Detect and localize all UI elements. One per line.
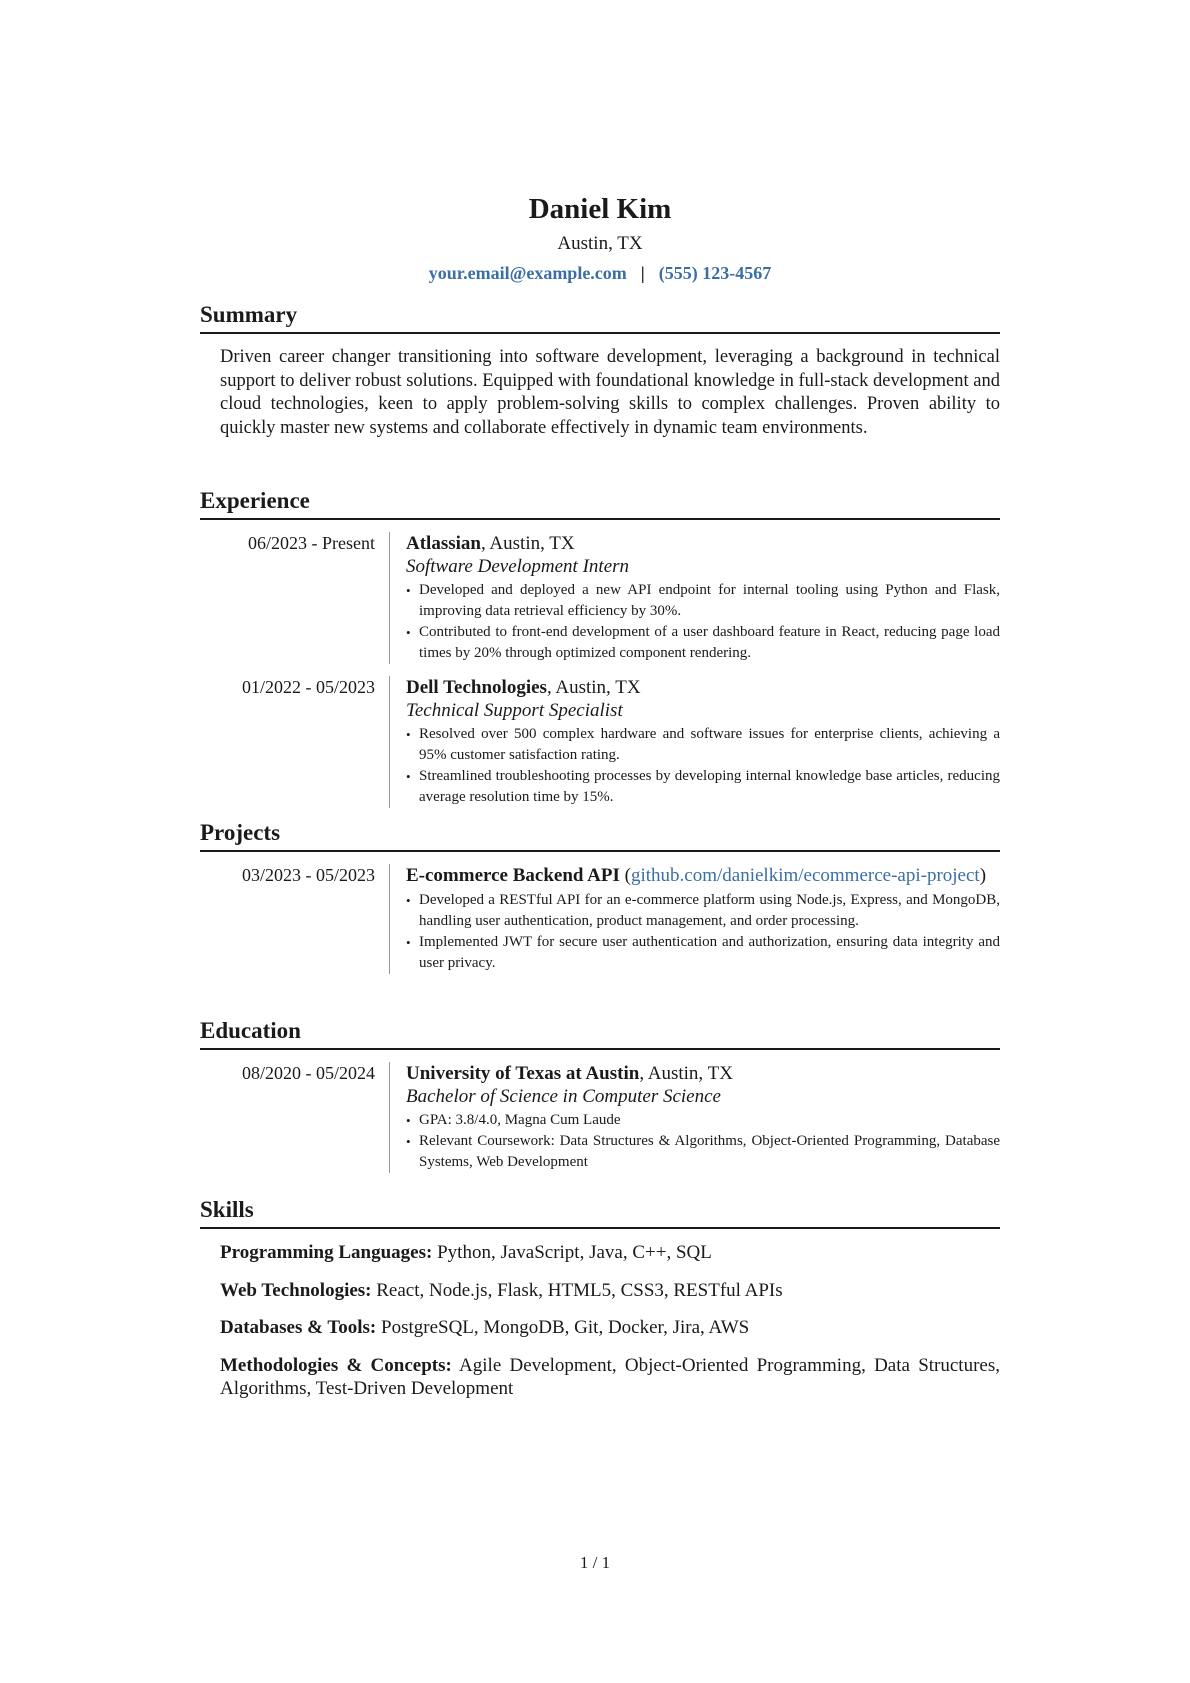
skill-label: Web Technologies: — [220, 1279, 372, 1301]
skill-value: Agile Development, Object-Oriented Programming, Data Structures, Algorithms, Test-Driven Development — [220, 1354, 1000, 1399]
skill-row — [220, 1354, 1000, 1400]
bullet-list — [406, 1110, 1000, 1173]
bullet-item: • Relevant Coursework: Data Structures & Algorithms, Object-Oriented Programming, Database Systems, Web Development — [406, 1131, 1000, 1173]
degree-title: Bachelor of Science in Computer Science — [406, 1086, 721, 1107]
bullet-list — [406, 724, 1000, 808]
skill-label: Programming Languages: — [220, 1242, 433, 1263]
bullet-item: • Developed and deployed a new API endpoint for internal tooling using Python and Flask, improving data retrieval efficiency by 30%. — [406, 580, 1000, 622]
link-paren-close: ) — [979, 865, 987, 886]
skill-label: Databases & Tools: — [220, 1317, 377, 1338]
entry-heading — [406, 532, 1000, 555]
skill-value: React, Node.js, Flask, HTML5, CSS3, RESTful APIs — [371, 1279, 783, 1301]
skills-list — [220, 1241, 1000, 1400]
entry-date: 08/2020 - 05/2024 — [242, 1063, 375, 1083]
school-name: University of Texas at Austin — [406, 1063, 640, 1084]
experience-section — [200, 487, 1000, 808]
section-title-education: Education — [200, 1017, 1000, 1050]
entry-body — [389, 1062, 1000, 1173]
job-title: Technical Support Specialist — [406, 700, 623, 721]
link-paren-open: ( — [619, 865, 631, 886]
bullet-item: • Contributed to front-end development of a user dashboard feature in React, reducing page load times by 20% through optimized component rendering. — [406, 622, 1000, 664]
entry-body — [389, 532, 1000, 664]
email-link[interactable]: your.email@example.com — [428, 263, 627, 283]
contact-separator: | — [640, 263, 645, 283]
bullet-item: • Resolved over 500 complex hardware and software issues for enterprise clients, achieving a 95% customer satisfaction rating. — [406, 724, 1000, 766]
skill-row — [220, 1241, 1000, 1264]
bullet-list — [406, 580, 1000, 664]
section-title-projects: Projects — [200, 819, 1000, 852]
contact-line — [200, 260, 1000, 286]
projects-section — [200, 819, 1000, 974]
page-number: 1 / 1 — [579, 1553, 611, 1572]
section-title-summary: Summary — [200, 301, 1000, 334]
bullet-item: • Streamlined troubleshooting processes by developing internal knowledge base articles, reducing average resolution time by 15%. — [406, 766, 1000, 808]
education-section — [200, 1017, 1000, 1173]
entry-heading — [406, 1062, 1000, 1085]
skill-row — [220, 1316, 1000, 1339]
entry-heading — [406, 676, 1000, 699]
phone-link[interactable]: (555) 123-4567 — [658, 263, 772, 283]
company-name: Atlassian — [406, 533, 481, 554]
bullet-item: • Implemented JWT for secure user authentication and authorization, ensuring data integrity and user privacy. — [406, 932, 1000, 974]
resume-header — [200, 191, 1000, 286]
experience-entry — [200, 676, 1000, 808]
summary-section — [200, 301, 1000, 440]
skill-value: Python, JavaScript, Java, C++, SQL — [432, 1242, 712, 1263]
bullet-list — [406, 890, 1000, 974]
skill-label: Methodologies & Concepts: — [220, 1354, 452, 1376]
project-entry — [200, 864, 1000, 974]
project-heading — [406, 864, 1000, 888]
bullet-item: • Developed a RESTful API for an e-commerce platform using Node.js, Express, and MongoDB, handling user authentication, product management, and order processing. — [406, 890, 1000, 932]
candidate-name: Daniel Kim — [528, 193, 672, 225]
job-title: Software Development Intern — [406, 556, 630, 577]
entry-body — [389, 864, 1000, 974]
experience-entry — [200, 532, 1000, 664]
section-title-experience: Experience — [200, 487, 1000, 520]
skills-section — [200, 1196, 1000, 1414]
company-name: Dell Technologies — [406, 677, 547, 698]
entry-date: 01/2022 - 05/2023 — [242, 677, 375, 697]
skill-row — [220, 1279, 1000, 1302]
skill-value: PostgreSQL, MongoDB, Git, Docker, Jira, AWS — [376, 1317, 750, 1338]
entry-body — [389, 676, 1000, 808]
candidate-location: Austin, TX — [557, 233, 643, 254]
project-name: E-commerce Backend API — [406, 865, 620, 886]
education-entry — [200, 1062, 1000, 1173]
company-location: , Austin, TX — [480, 533, 575, 554]
bullet-item: • GPA: 3.8/4.0, Magna Cum Laude — [406, 1110, 1000, 1131]
company-location: , Austin, TX — [546, 677, 641, 698]
summary-text: Driven career changer transitioning into software development, leveraging a background in technical support to deliver robust solutions. Equipped with foundational knowledge in full-stack development and cloud technologies, keen to apply problem-solving skills to complex challenges. Proven ability to quickly master new systems and collaborate effectively in dynamic team environments. — [220, 347, 1000, 438]
section-title-skills: Skills — [200, 1196, 1000, 1229]
project-link[interactable]: github.com/danielkim/ecommerce-api-project — [630, 865, 980, 886]
school-location: , Austin, TX — [639, 1063, 733, 1084]
entry-date: 06/2023 - Present — [248, 533, 375, 553]
entry-date: 03/2023 - 05/2023 — [242, 865, 375, 885]
